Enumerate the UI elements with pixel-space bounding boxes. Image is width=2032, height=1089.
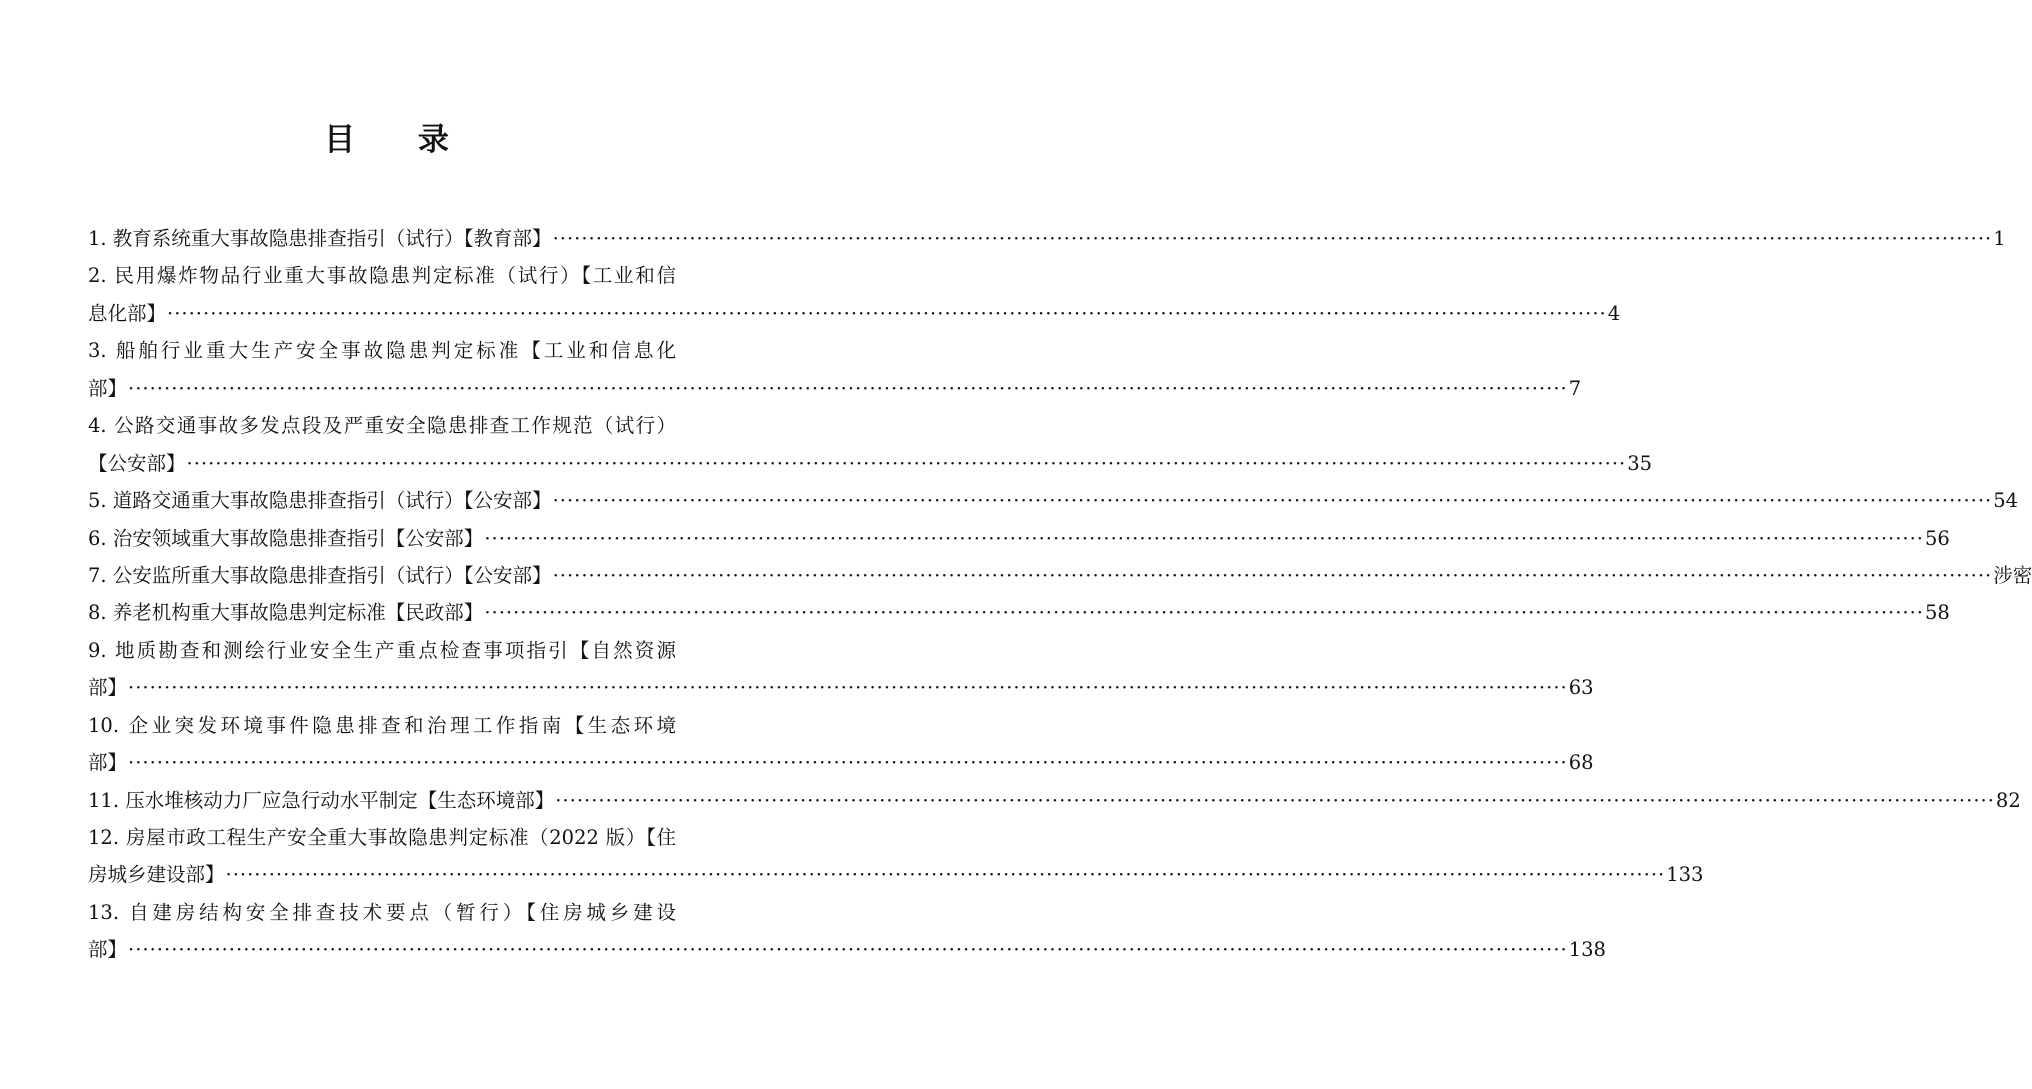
toc-entry-text: 部】: [88, 938, 128, 962]
toc-page-number: 58: [1925, 601, 1950, 625]
toc-entry: [88, 220, 2006, 257]
toc-page-number: 133: [1666, 863, 1704, 887]
toc-entry-text: 5. 道路交通重大事故隐患排查指引（试行）【公安部】: [88, 489, 552, 513]
toc-entry: [88, 520, 1950, 557]
dot-leader: ········································································································································································································: [552, 489, 1993, 513]
toc-entry-text: 息化部】: [88, 301, 167, 325]
dot-leader: ········································································································································································································: [555, 788, 1995, 812]
toc-entry-text: 部】: [88, 676, 128, 700]
toc-entry: [88, 856, 1704, 893]
dot-leader: ········································································································································································································: [552, 563, 1993, 587]
dot-leader: ········································································································································································································: [186, 451, 1627, 475]
toc-entry-text: 7. 公安监所重大事故隐患排查指引（试行）【公安部】: [88, 563, 552, 587]
toc-entry: [88, 782, 2021, 819]
toc-entry-text: 【公安部】: [88, 451, 186, 475]
toc-entry: [88, 445, 1653, 482]
toc-entry-text: 9. 地质勘查和测绘行业安全生产重点检查事项指引【自然资源: [88, 638, 676, 662]
toc-entry: [88, 370, 1582, 407]
toc-page-number: 7: [1568, 376, 1582, 400]
toc-entry-text: 6. 治安领域重大事故隐患排查指引【公安部】: [88, 526, 484, 550]
toc-entry: [88, 669, 1594, 706]
dot-leader: ········································································································································································································: [128, 751, 1568, 775]
dot-leader: ········································································································································································································: [128, 376, 1568, 400]
toc-page-number: 35: [1627, 451, 1653, 475]
toc-entry: [88, 744, 1594, 781]
table-of-contents: [88, 220, 2032, 969]
dot-leader: ········································································································································································································: [552, 227, 1993, 250]
toc-page-number: 82: [1995, 788, 2021, 812]
dot-leader: ········································································································································································································: [167, 301, 1607, 325]
toc-page-number: 138: [1568, 938, 1606, 962]
toc-entry-text: 8. 养老机构重大事故隐患判定标准【民政部】: [88, 601, 484, 625]
toc-entry-text: 房城乡建设部】: [88, 863, 225, 887]
toc-page-number: 1: [1993, 227, 2006, 250]
toc-entry: [88, 557, 2032, 594]
toc-page-number: 4: [1607, 301, 1621, 325]
toc-entry-text: 3. 船舶行业重大生产安全事故隐患判定标准【工业和信息化: [88, 339, 676, 363]
toc-page-number: 56: [1925, 526, 1950, 550]
dot-leader: ········································································································································································································: [128, 676, 1568, 700]
toc-entry: [88, 295, 1621, 332]
page-title: 目 录: [324, 122, 475, 158]
toc-entry-text: 部】: [88, 751, 128, 775]
toc-page-number: 68: [1568, 751, 1594, 775]
toc-page-number: 54: [1993, 489, 2019, 513]
toc-entry-text: 部】: [88, 376, 128, 400]
toc-entry-text: 1. 教育系统重大事故隐患排查指引（试行）【教育部】: [88, 227, 552, 250]
toc-entry: [88, 482, 2019, 519]
toc-entry-text: 2. 民用爆炸物品行业重大事故隐患判定标准（试行）【工业和信: [88, 264, 676, 288]
toc-entry: [88, 931, 1606, 968]
dot-leader: ········································································································································································································: [225, 863, 1666, 887]
toc-page-number: 63: [1568, 676, 1594, 700]
toc-entry-text: 11. 压水堆核动力厂应急行动水平制定【生态环境部】: [88, 788, 555, 812]
toc-page-number: 涉密: [1993, 563, 2032, 587]
dot-leader: ········································································································································································································: [484, 526, 1925, 550]
toc-entry: [88, 594, 1950, 631]
toc-entry-text: 13. 自建房结构安全排查技术要点（暂行）【住房城乡建设: [88, 900, 676, 924]
dot-leader: ········································································································································································································: [484, 601, 1925, 625]
toc-entry-text: 4. 公路交通事故多发点段及严重安全隐患排查工作规范（试行）: [88, 414, 676, 438]
toc-entry-text: 10. 企业突发环境事件隐患排查和治理工作指南【生态环境: [88, 713, 676, 737]
dot-leader: ········································································································································································································: [128, 938, 1568, 962]
toc-entry-text: 12. 房屋市政工程生产安全重大事故隐患判定标准（2022 版）【住: [88, 826, 676, 849]
